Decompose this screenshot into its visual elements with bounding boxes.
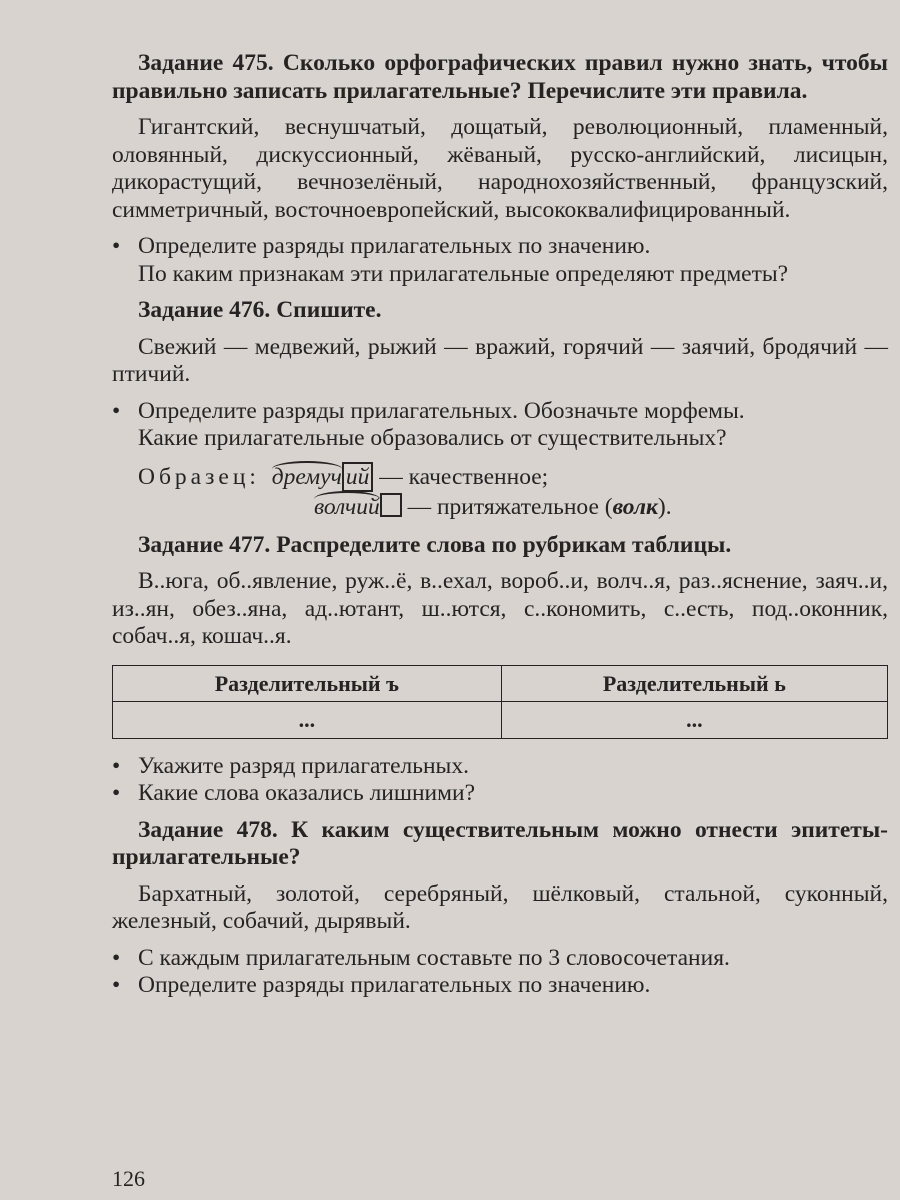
bullet-item <box>112 753 888 781</box>
sample-text: ). <box>657 493 672 520</box>
task-478-words: Бархатный, золотой, серебряный, шёлковый, стальной, суконный, железный, собачий, дырявый. <box>112 880 888 934</box>
sample-text: — притяжательное ( <box>401 493 613 520</box>
table-header: Разделительный ь <box>501 665 887 702</box>
task-question: Спишите. <box>270 297 382 323</box>
bullet-icon: • <box>112 752 121 779</box>
task-475-words: Гигантский, веснушчатый, дощатый, революционный, пламенный, оловянный, дискуссионный, жёваный, русско-английский, лисицын, дикорастущий, вечнозелёный, народнохозяйственный, французский, симметричный, восточноевропейский, высококвалифицированный. <box>112 114 888 223</box>
table-cell: ... <box>501 702 887 739</box>
morpheme-stem: дремуч <box>272 461 342 490</box>
morpheme-ending: ий <box>342 462 374 492</box>
bullet-text: Определите разряды прилагательных по значению. <box>138 233 651 259</box>
table-header-row <box>113 665 888 702</box>
sample-text: — качественное; <box>373 463 549 490</box>
task-label: Задание 475. <box>138 50 274 76</box>
task-476-question <box>112 297 888 325</box>
morpheme-stem: волчий <box>314 491 380 520</box>
bullet-icon: • <box>112 780 121 806</box>
bullet-text: Какие слова оказались лишними? <box>138 780 476 806</box>
bullet-item <box>112 233 888 261</box>
textbook-page <box>112 50 888 1000</box>
bullet-text: Укажите разряд прилагательных. <box>138 752 469 779</box>
table-header: Разделительный ъ <box>113 665 502 702</box>
task-475-question <box>112 50 888 105</box>
sample-label: Образец: <box>138 463 260 490</box>
bullet-icon: • <box>112 233 121 259</box>
task-477-words: В..юга, об..явление, руж..ё, в..ехал, вороб..и, волч..я, раз..яснение, заяч..и, из..ян, обез..яна, ад..ютант, ш..ются, с..кономить, с..есть, под..оконник, собач..я, кошач..я. <box>112 568 888 649</box>
table-cell: ... <box>113 702 502 739</box>
bullet-item <box>112 972 888 1000</box>
bullet-icon: • <box>112 397 121 424</box>
bullet-icon: • <box>112 944 121 971</box>
bullet-subtext: По каким признакам эти прилагательные определяют предметы? <box>138 260 789 287</box>
sorting-table <box>112 665 888 739</box>
task-question: Сколько орфографических правил нужно знать, чтобы правильно записать прилагательные? Перечислите эти правила. <box>112 50 888 104</box>
bullet-text: С каждым прилагательным составьте по 3 словосочетания. <box>138 944 730 971</box>
bullet-text: Определите разряды прилагательных. Обозначьте морфемы. <box>138 397 745 424</box>
task-477-question <box>112 532 888 560</box>
task-478-question <box>112 817 888 872</box>
task-label: Задание 477. <box>138 531 271 558</box>
table-row <box>113 702 888 739</box>
task-question: К каким существительным можно отнести эпитеты-прилагательные? <box>112 816 888 870</box>
sample-line-2 <box>138 492 888 522</box>
bullet-item <box>112 945 888 973</box>
bullet-item <box>112 398 888 426</box>
bullet-item <box>112 780 888 808</box>
source-word: волк <box>612 493 658 520</box>
sample-block <box>112 462 888 522</box>
task-label: Задание 478. <box>138 816 278 843</box>
bullet-text: Определите разряды прилагательных по значению. <box>138 972 651 998</box>
task-476-words: Свежий — медвежий, рыжий — вражий, горячий — заячий, бродячий — птичий. <box>112 333 888 387</box>
bullet-icon: • <box>112 972 121 998</box>
sample-line-1 <box>138 462 888 492</box>
page-number: 126 <box>112 1166 145 1191</box>
bullet-subtext: Какие прилагательные образовались от существительных? <box>138 425 727 451</box>
task-question: Распределите слова по рубрикам таблицы. <box>270 531 732 558</box>
zero-ending-box <box>380 493 402 517</box>
task-label: Задание 476. <box>138 297 271 323</box>
